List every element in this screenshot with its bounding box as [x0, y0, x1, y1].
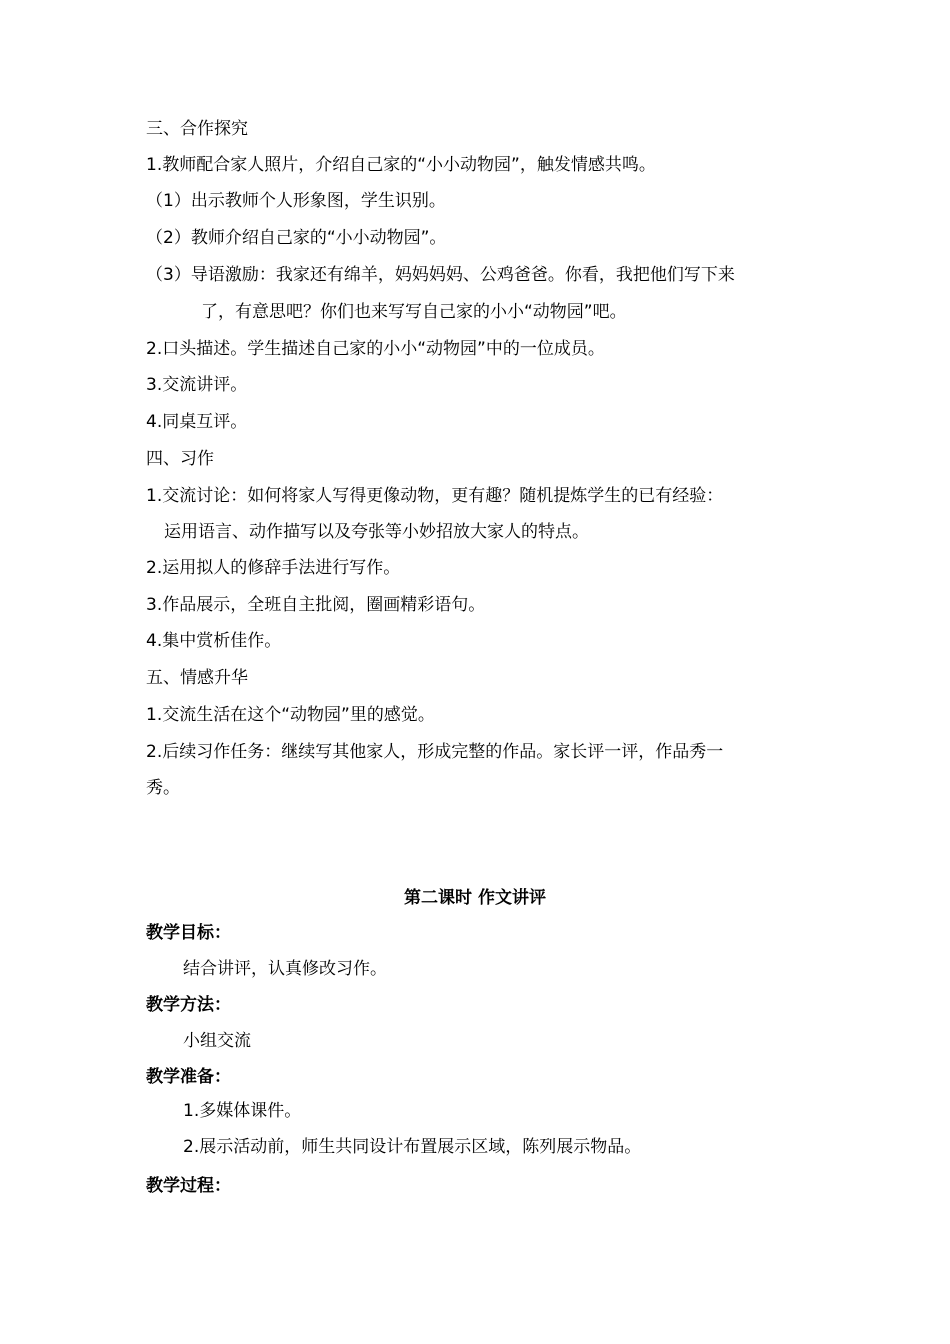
process-label: 教学过程： — [146, 1176, 231, 1196]
s3-item-4: 4.同桌互评。 — [146, 412, 248, 432]
section4-title: 四、习作 — [146, 449, 214, 469]
s3-sub-3-line1: （3）导语激励：我家还有绵羊，妈妈妈妈、公鸡爸爸。你看，我把他们写下来 — [146, 265, 735, 285]
s5-item-2-line1: 2.后续习作任务：继续写其他家人，形成完整的作品。家长评一评，作品秀一 — [146, 742, 724, 762]
s3-item-1: 1.教师配合家人照片，介绍自己家的“小小动物园”，触发情感共鸣。 — [146, 155, 656, 175]
s5-item-2-line2: 秀。 — [146, 778, 180, 798]
prep-item-1: 1.多媒体课件。 — [183, 1101, 302, 1121]
s4-item-2: 2.运用拟人的修辞手法进行写作。 — [146, 558, 401, 578]
s5-item-1: 1.交流生活在这个“动物园”里的感觉。 — [146, 705, 435, 725]
goal-text: 结合讲评，认真修改习作。 — [183, 959, 387, 979]
s4-item-4: 4.集中赏析佳作。 — [146, 631, 282, 651]
s3-sub-3-line2: 了，有意思吧？你们也来写写自己家的小小“动物园”吧。 — [201, 302, 627, 322]
goal-label: 教学目标： — [146, 923, 231, 943]
s4-item-1-line2: 运用语言、动作描写以及夸张等小妙招放大家人的特点。 — [164, 522, 589, 542]
s3-sub-2: （2）教师介绍自己家的“小小动物园”。 — [146, 228, 447, 248]
prep-label: 教学准备： — [146, 1067, 231, 1087]
section3-title: 三、合作探究 — [146, 119, 248, 139]
s3-item-2: 2.口头描述。学生描述自己家的小小“动物园”中的一位成员。 — [146, 339, 605, 359]
s3-item-3: 3.交流讲评。 — [146, 375, 248, 395]
lesson-title: 第二课时 作文讲评 — [404, 888, 546, 908]
method-label: 教学方法： — [146, 995, 231, 1015]
s4-item-1-line1: 1.交流讨论：如何将家人写得更像动物，更有趣？随机提炼学生的已有经验： — [146, 486, 724, 506]
s4-item-3: 3.作品展示，全班自主批阅，圈画精彩语句。 — [146, 595, 486, 615]
section5-title: 五、情感升华 — [146, 668, 248, 688]
prep-item-2: 2.展示活动前，师生共同设计布置展示区域，陈列展示物品。 — [183, 1137, 642, 1157]
method-text: 小组交流 — [183, 1031, 251, 1051]
s3-sub-1: （1）出示教师个人形象图，学生识别。 — [146, 191, 446, 211]
